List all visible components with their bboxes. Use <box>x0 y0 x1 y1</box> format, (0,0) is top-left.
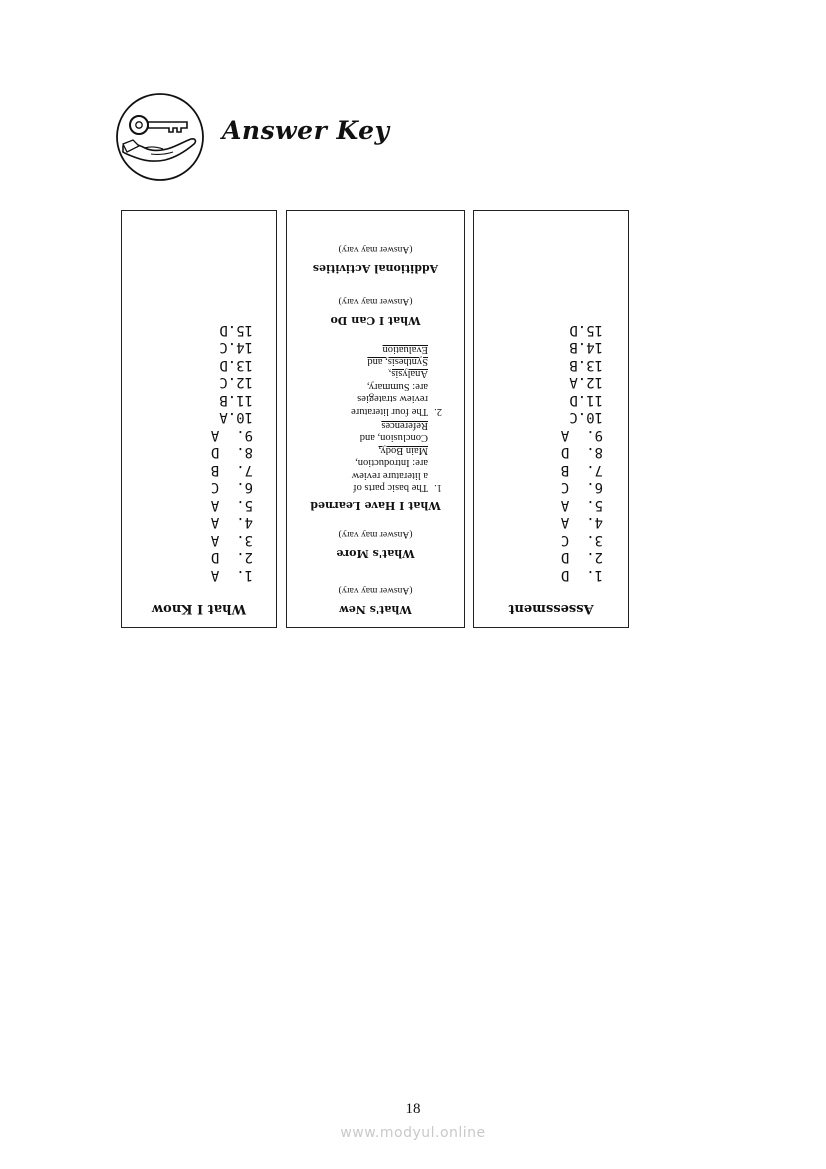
list-item: 9. A <box>210 427 253 443</box>
whats-new-note: (Answer may vary) <box>338 585 413 595</box>
activities-box <box>286 210 465 628</box>
page-title: Answer Key <box>222 116 390 145</box>
list-item: 14.C <box>219 339 253 356</box>
watermark: www.modyul.online <box>340 1125 486 1141</box>
learned-line: The four literature <box>351 405 428 417</box>
list-item: 2. D <box>210 549 253 566</box>
assessment-heading: Assessment <box>508 601 594 616</box>
list-item: 1. A <box>210 567 253 583</box>
what-i-know-answers <box>211 321 253 584</box>
learned-line: Analysis, <box>388 368 428 380</box>
list-item: 12.C <box>219 374 253 391</box>
learned-line: Conclusion, and <box>359 432 428 444</box>
additional-activities-section <box>287 244 464 275</box>
additional-activities-note: (Answer may vary) <box>338 244 413 254</box>
learned-line: Evaluation <box>382 343 428 355</box>
learned-line: are: Summary, <box>366 380 428 392</box>
list-item: 10.C <box>569 409 603 426</box>
list-item: 7. B <box>560 462 603 478</box>
item-number: 1. <box>434 482 442 493</box>
list-item: 12.A <box>569 374 603 391</box>
additional-activities-heading: Additional Activities <box>312 262 439 275</box>
page-number: 18 <box>405 1101 421 1117</box>
learned-line: Synthesis, and <box>367 355 428 367</box>
what-i-know-heading: What I Know <box>151 601 247 616</box>
list-item: 11.B <box>219 392 253 408</box>
learned-line: a literature review <box>351 469 428 481</box>
what-i-have-learned-heading: What I Have Learned <box>310 499 441 512</box>
what-i-have-learned-section <box>287 342 464 512</box>
list-item: 5. A <box>560 497 603 513</box>
list-item: 4. A <box>210 514 253 531</box>
list-item: 4. A <box>560 514 603 531</box>
what-i-can-do-section <box>287 296 464 327</box>
list-item: 3. A <box>210 532 253 548</box>
list-item: 1. D <box>560 567 603 583</box>
what-i-can-do-note: (Answer may vary) <box>338 296 413 306</box>
list-item: 13.D <box>219 357 253 373</box>
list-item: 14.B <box>569 339 603 356</box>
list-item: 15.D <box>219 322 253 338</box>
whats-more-section <box>287 529 464 560</box>
list-item: 8. D <box>560 444 603 461</box>
learned-line: Main Body, <box>378 444 428 456</box>
list-item: 15.D <box>569 322 603 338</box>
list-item: 11.D <box>569 392 603 408</box>
learned-line: are: Introduction, <box>355 457 428 469</box>
assessment-box <box>473 210 629 628</box>
whats-new-section <box>287 585 464 616</box>
learned-line: review strategies <box>357 393 428 405</box>
whats-new-heading: What's New <box>339 603 412 616</box>
key-in-hand-icon <box>115 92 205 182</box>
list-item: 6. C <box>560 479 603 496</box>
list-item: 9. A <box>560 427 603 443</box>
list-item: 2. D <box>560 549 603 566</box>
list-item: 7. B <box>210 462 253 478</box>
list-item: 5. A <box>210 497 253 513</box>
assessment-answers <box>561 321 603 584</box>
list-item: 13.B <box>569 357 603 373</box>
what-i-know-box <box>121 210 277 628</box>
whats-more-note: (Answer may vary) <box>338 529 413 539</box>
whats-more-heading: What's More <box>336 547 415 560</box>
learned-line: The basic parts of <box>353 482 428 493</box>
list-item: 8. D <box>210 444 253 461</box>
list-item: 3. C <box>560 532 603 548</box>
list-item: 6. C <box>210 479 253 496</box>
item-number: 2. <box>434 405 442 417</box>
learned-line: References <box>381 419 428 431</box>
what-i-can-do-heading: What I Can Do <box>330 314 421 327</box>
list-item: 10.A <box>219 409 253 426</box>
